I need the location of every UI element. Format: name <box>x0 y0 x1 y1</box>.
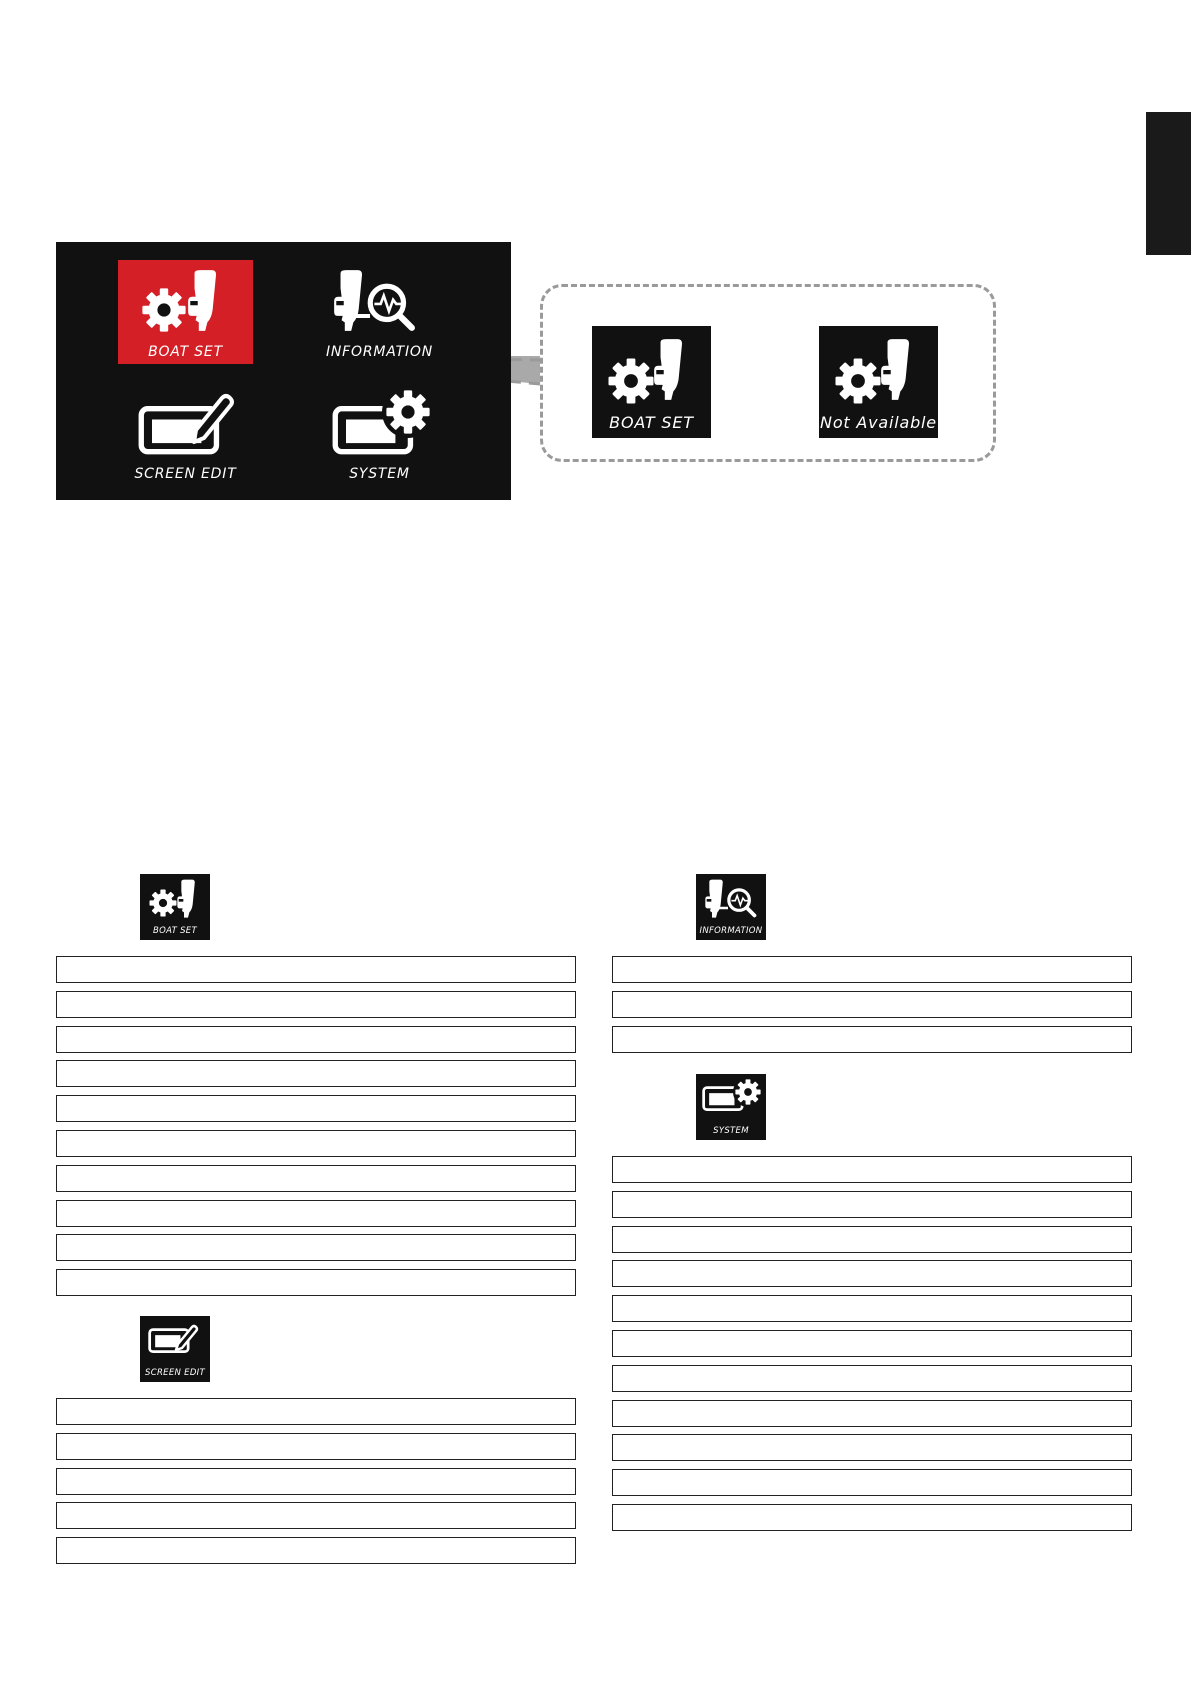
blank-row <box>612 956 1132 983</box>
menu-item-label: SCREEN EDIT <box>134 466 237 482</box>
blank-row <box>612 1469 1132 1496</box>
section-icon-boat-set <box>140 874 210 940</box>
boat-set-box-list <box>56 956 576 1304</box>
section-icon-label: BOAT SET <box>153 926 197 936</box>
blank-row <box>56 1130 576 1157</box>
blank-row <box>56 1502 576 1529</box>
blank-row <box>56 1200 576 1227</box>
blank-row <box>56 991 576 1018</box>
menu-item-label: BOAT SET <box>148 344 223 360</box>
screen-edit-box-list <box>56 1398 576 1572</box>
menu-item-label: INFORMATION <box>325 344 433 360</box>
blank-row <box>612 1226 1132 1253</box>
section-icon-information <box>696 874 766 940</box>
blank-row <box>612 1026 1132 1053</box>
menu-item-label: SYSTEM <box>349 466 410 482</box>
section-icon-label: SYSTEM <box>713 1126 749 1136</box>
menu-item-system[interactable] <box>312 382 447 486</box>
blank-row <box>612 1434 1132 1461</box>
blank-row <box>56 1433 576 1460</box>
blank-row <box>56 1095 576 1122</box>
blank-row <box>612 1191 1132 1218</box>
main-menu-panel <box>56 242 511 500</box>
blank-row <box>56 1398 576 1425</box>
section-icon-label: INFORMATION <box>699 926 763 936</box>
boat-set-tile-not-available <box>819 326 938 438</box>
section-icon-system <box>696 1074 766 1140</box>
blank-row <box>56 1165 576 1192</box>
blank-row <box>56 1537 576 1564</box>
tile-label: BOAT SET <box>609 413 694 432</box>
blank-row <box>612 991 1132 1018</box>
blank-row <box>612 1295 1132 1322</box>
blank-row <box>56 956 576 983</box>
blank-row <box>56 1468 576 1495</box>
blank-row <box>612 1330 1132 1357</box>
blank-row <box>56 1234 576 1261</box>
blank-row <box>612 1400 1132 1427</box>
menu-item-screen-edit[interactable] <box>118 382 253 486</box>
boat-set-tile-available <box>592 326 711 438</box>
blank-row <box>56 1026 576 1053</box>
system-box-list <box>612 1156 1132 1539</box>
section-icon-label: SCREEN EDIT <box>145 1368 205 1378</box>
blank-row <box>612 1260 1132 1287</box>
blank-row <box>612 1504 1132 1531</box>
blank-row <box>56 1060 576 1087</box>
information-box-list <box>612 956 1132 1060</box>
tile-label: Not Available <box>820 413 937 432</box>
blank-row <box>612 1365 1132 1392</box>
section-icon-screen-edit <box>140 1316 210 1382</box>
menu-item-boat-set[interactable] <box>118 260 253 364</box>
blank-row <box>612 1156 1132 1183</box>
menu-item-information[interactable] <box>312 260 447 364</box>
blank-row <box>56 1269 576 1296</box>
